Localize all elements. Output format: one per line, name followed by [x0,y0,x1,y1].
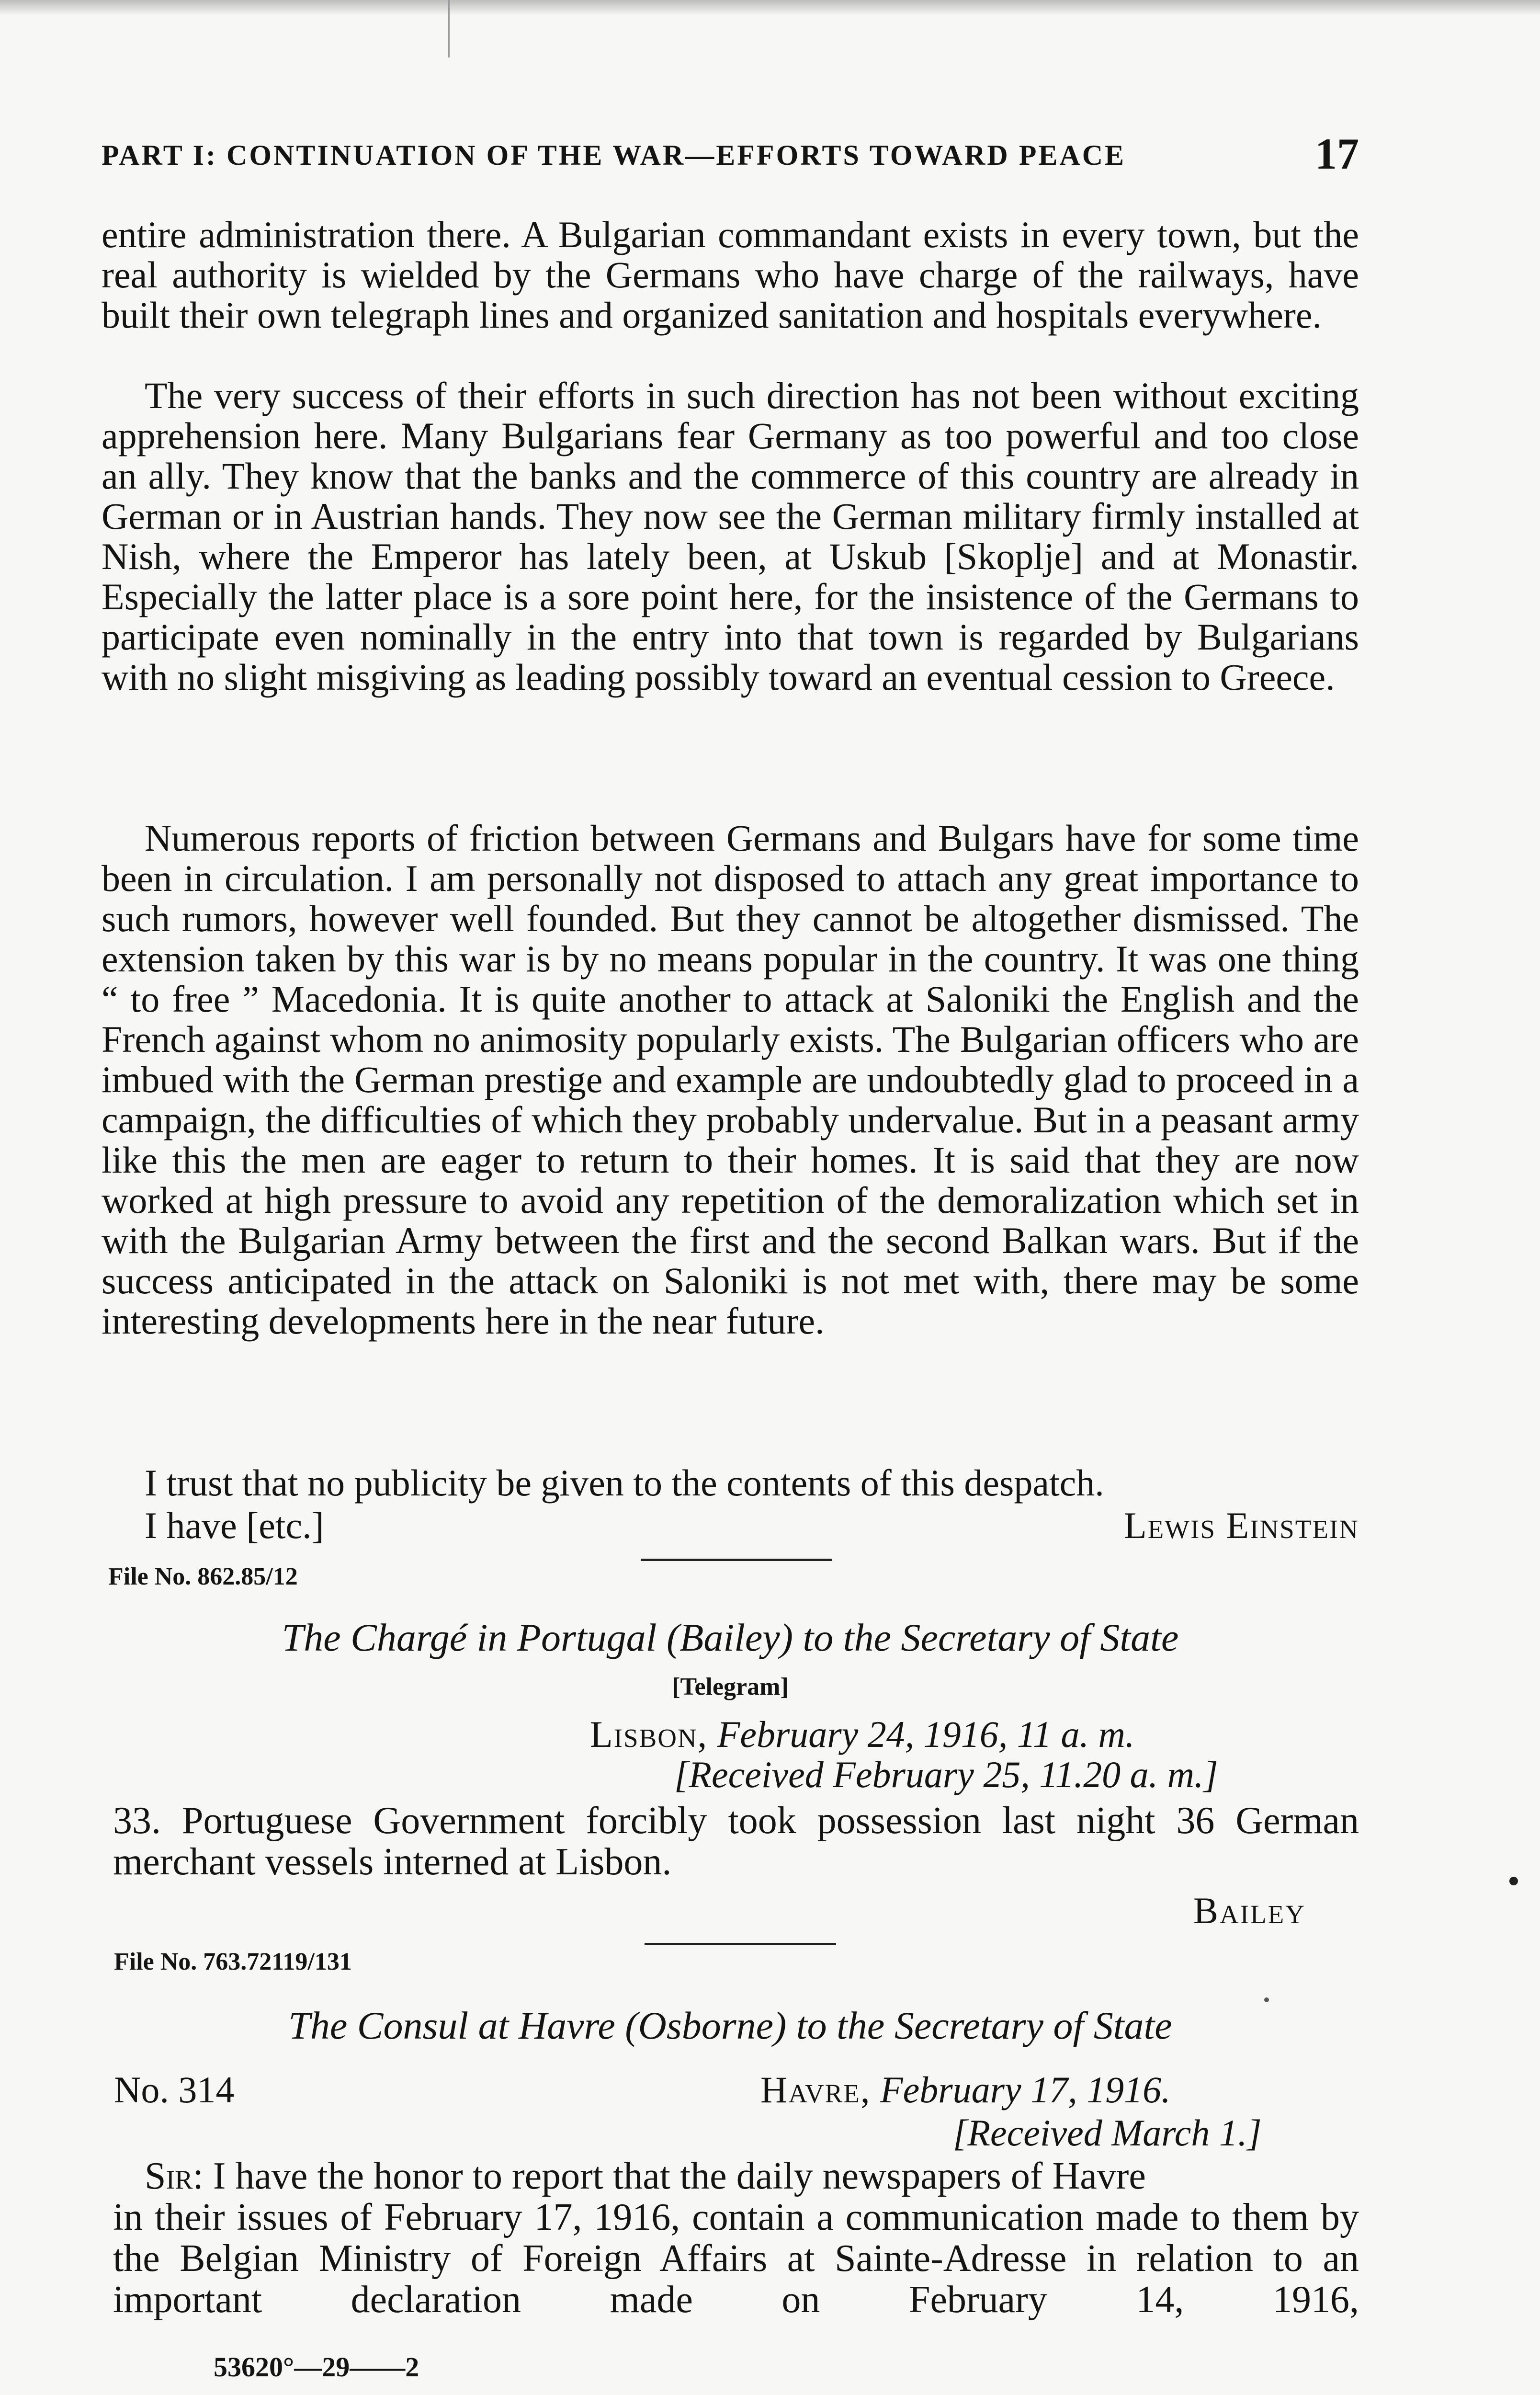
dateline-havre [760,2068,1171,2111]
page-number: 17 [1315,129,1359,178]
body-paragraph-3: Numerous reports of friction between Germans and Bulgars have for some time been in circulation. I am personally not disposed to attach any great importance to such rumors, however well founded. But they cannot be altogether dismissed. The extension taken by this war is by no means popular in the country. It was one thing “ to free ” Macedonia. It is quite another to attack at Saloniki the English and the French against whom no animosity popularly exists. The Bulgarian officers who are imbued with the German prestige and example are undoubtedly glad to proceed in a campaign, the difficulties of which they probably undervalue. But in a peasant army like this the men are eager to return to their homes. It is said that they are now worked at high pressure to avoid any repetition of the demoralization which set in with the Bulgarian Army between the first and the second Balkan wars. But if the success anticipated in the attack on Saloniki is not met with, there may be some interesting developments here in the near future. [102,817,1359,1342]
print-code: 53620°—29——2 [214,2351,419,2383]
file-number-2: File No. 763.72119/131 [114,1948,352,1975]
dateline-date: February 24, 1916, 11 a. m. [717,1713,1135,1755]
dateline-date-2: February 17, 1916. [880,2069,1171,2110]
dateline-lisbon [590,1713,1134,1756]
letter-text-rest: in their issues of February 17, 1916, contain a communication made to them by the Belgian Ministry of Foreign Affairs at Sainte-Adresse in relation to an important declaration made on February 14, 1916, [113,2196,1359,2321]
scan-edge [0,0,1540,15]
body-paragraph-1: entire administration there. A Bulgarian commandant exists in every town, but the real authority is wielded by the Germans who have charge of the railways, have built their own telegraph lines and organized sanitation and hospitals everywhere. [102,214,1359,336]
signature-einstein: Lewis Einstein [1123,1505,1359,1546]
received-date-2: [Received March 1.] [953,2112,1262,2154]
running-head [102,128,1359,178]
body-paragraph-2: The very success of their efforts in such direction has not been without exciting apprehension here. Many Bulgarians fear Germany as too powerful and too close an ally. They know that the banks and the commerce of this country are already in German or in Austrian hands. They now see the German military firmly installed at Nish, where the Emperor has lately been, at Uskub [Skoplje] and at Monastir. Especially the latter place is a sore point here, for the insistence of the Germans to participate even nominally in the entry into that town is regarded by Bulgarians with no slight misgiving as leading possibly toward an eventual cession to Greece. [102,375,1359,698]
document-number: No. 314 [114,2069,235,2110]
received-date-1: [Received February 25, 11.20 a. m.] [674,1754,1218,1795]
telegram-message: 33. Portuguese Government forcibly took possession last night 36 German merchant vessels interned at Lisbon. [113,1800,1359,1883]
closing-line [145,1504,1359,1547]
received-line-1 [674,1753,1218,1796]
scan-speck-2 [1264,1997,1269,2002]
closing-formula: I have [etc.] [145,1505,324,1546]
signature-bailey: Bailey [1193,1890,1306,1931]
telegram-label: [Telegram] [672,1673,789,1700]
dateline-place: Lisbon, [590,1713,708,1755]
received-line-2 [953,2111,1262,2155]
document-heading-1: The Chargé in Portugal (Bailey) to the Secretary of State [282,1616,1179,1659]
letter-text-first: I have the honor to report that the daily newspapers of Havre [213,2155,1146,2197]
section-divider-2 [645,1943,836,1945]
section-divider-1 [641,1559,832,1561]
scan-artifact-line [448,0,450,57]
scan-speck [1509,1877,1518,1885]
dateline-place-2: Havre, [760,2069,871,2110]
body-paragraph-4: I trust that no publicity be given to the contents of this despatch. [145,1462,1104,1504]
file-number-1: File No. 862.85/12 [108,1563,298,1590]
document-heading-2: The Consul at Havre (Osborne) to the Secretary of State [288,2004,1172,2047]
running-head-title: PART I: CONTINUATION OF THE WAR—EFFORTS TOWARD PEACE [102,139,1126,171]
letter-first-line [145,2156,1359,2197]
salutation: Sir: [145,2155,204,2197]
